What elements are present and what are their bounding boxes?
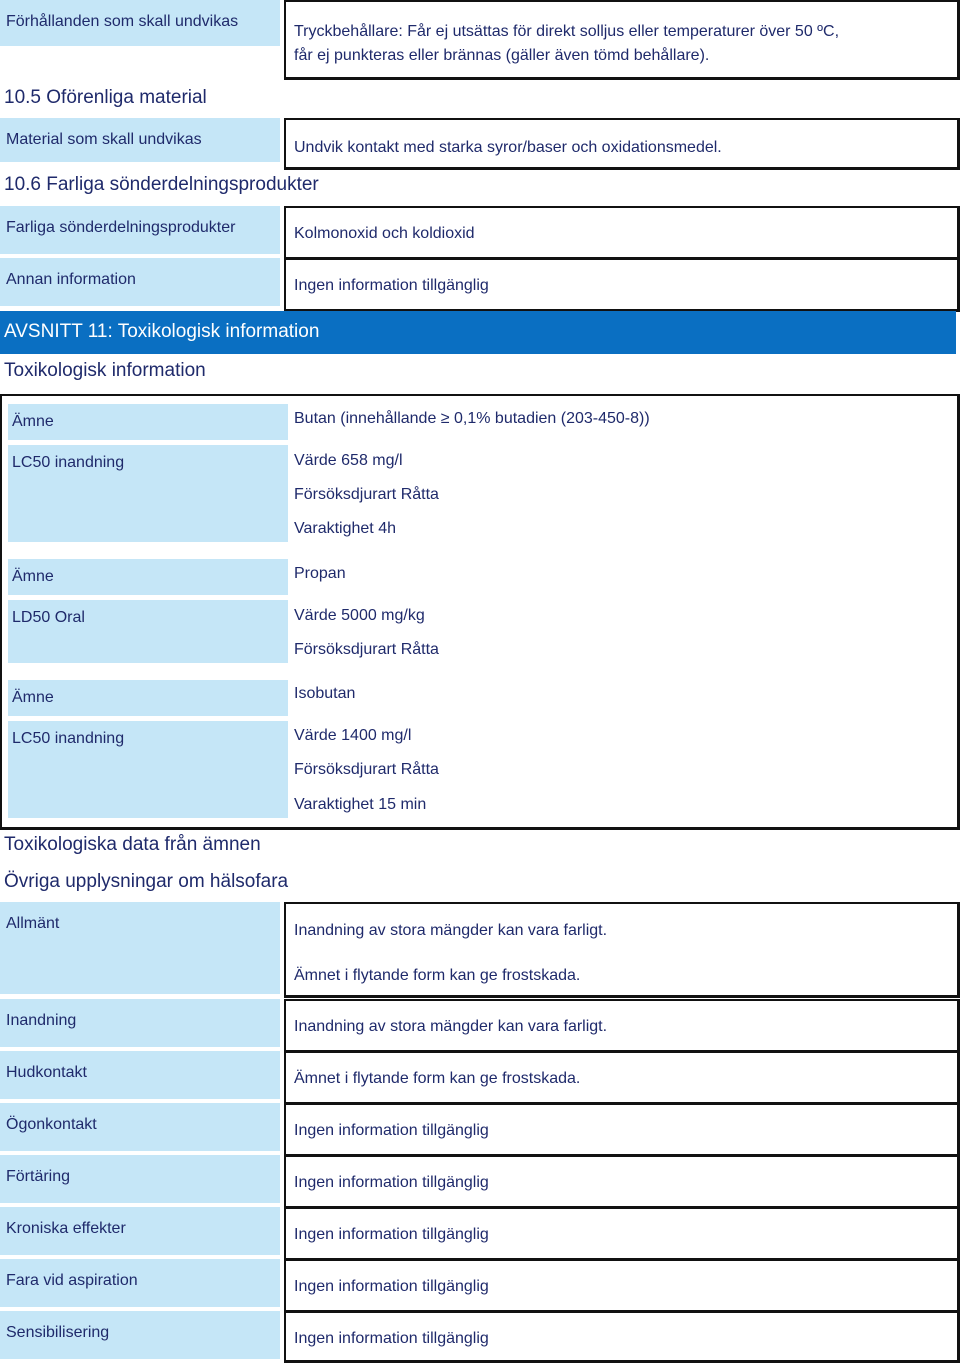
health-row-label-text: Kroniska effekter: [6, 1220, 126, 1237]
health-row-value-box: [284, 1311, 960, 1363]
health-row-value-box: [284, 1155, 960, 1209]
heading-10-6: 10.6 Farliga sönderdelningsprodukter: [4, 174, 319, 195]
section-11-title: [0, 311, 956, 354]
health-row-value-box: [284, 1051, 960, 1105]
health-row-label-text: Förtäring: [6, 1168, 71, 1185]
health-row-label: [0, 1311, 280, 1359]
health-row-value: Ingen information tillgänglig: [294, 1226, 489, 1243]
conditions-value-line-1: Tryckbehållare: Får ej utsättas för direkt solljus eller temperaturer över 50 ºC,: [294, 23, 840, 40]
block3-test-label-text: LC50 inandning: [12, 730, 125, 747]
block1-duration: Varaktighet 4h: [294, 520, 396, 537]
general-line-1: Inandning av stora mängder kan vara farligt.: [294, 922, 608, 939]
general-value-box: [284, 902, 960, 998]
block2-test-label: [8, 600, 288, 663]
tox-data-heading: Toxikologiska data från ämnen: [4, 834, 261, 855]
block1-species: Försöksdjurart Råtta: [294, 486, 439, 503]
conditions-label-text: Förhållanden som skall undvikas: [6, 13, 239, 30]
health-row-value: Ingen information tillgänglig: [294, 1278, 489, 1295]
block2-substance-label: [8, 559, 288, 595]
block3-duration: Varaktighet 15 min: [294, 796, 427, 813]
block3-species: Försöksdjurart Råtta: [294, 761, 439, 778]
health-row-value: Ingen information tillgänglig: [294, 1122, 489, 1139]
block2-species: Försöksdjurart Råtta: [294, 641, 439, 658]
other-info-value: Ingen information tillgänglig: [294, 277, 489, 294]
block3-substance-label-text: Ämne: [12, 689, 54, 706]
other-info-label: [0, 258, 280, 306]
section-11-title-text: AVSNITT 11: Toxikologisk information: [4, 321, 320, 342]
block3-substance-label: [8, 680, 288, 716]
block1-test-label-text: LC50 inandning: [12, 454, 125, 471]
health-row-value-box: [284, 999, 960, 1053]
health-row-label: [0, 1051, 280, 1099]
health-row-label-text: Ögonkontakt: [6, 1116, 97, 1133]
block2-substance-label-text: Ämne: [12, 568, 54, 585]
conditions-value-box: [284, 0, 960, 80]
health-row-label: [0, 999, 280, 1047]
health-row-label: [0, 1155, 280, 1203]
health-row-label: [0, 1259, 280, 1307]
conditions-label: [0, 0, 280, 46]
health-row-value-box: [284, 1103, 960, 1157]
incompatible-label-text: Material som skall undvikas: [6, 131, 202, 148]
block3-test-label: [8, 721, 288, 818]
health-row-value: Ingen information tillgänglig: [294, 1174, 489, 1191]
health-row-value-box: [284, 1259, 960, 1313]
health-row-label: [0, 1103, 280, 1151]
block3-substance-value: Isobutan: [294, 685, 356, 702]
tox-info-heading: Toxikologisk information: [4, 360, 206, 381]
health-row-value: Ingen information tillgänglig: [294, 1330, 489, 1347]
health-row-label-text: Sensibilisering: [6, 1324, 110, 1341]
health-row-label-text: Hudkontakt: [6, 1064, 87, 1081]
block2-value: Värde 5000 mg/kg: [294, 607, 425, 624]
decomposition-value-box: [284, 206, 960, 260]
heading-10-5: 10.5 Oförenliga material: [4, 87, 207, 108]
incompatible-label: [0, 118, 280, 162]
general-line-2: Ämnet i flytande form kan ge frostskada.: [294, 967, 581, 984]
incompatible-value-box: [284, 118, 960, 170]
health-row-value: Inandning av stora mängder kan vara farligt.: [294, 1018, 608, 1035]
other-info-value-box: [284, 258, 960, 312]
block1-value: Värde 658 mg/l: [294, 452, 403, 469]
block1-test-label: [8, 445, 288, 542]
block1-substance-label-text: Ämne: [12, 413, 54, 430]
other-health-heading: Övriga upplysningar om hälsofara: [4, 871, 289, 892]
health-row-value: Ämnet i flytande form kan ge frostskada.: [294, 1070, 581, 1087]
general-label-text: Allmänt: [6, 915, 60, 932]
block3-value: Värde 1400 mg/l: [294, 727, 412, 744]
decomposition-label: [0, 206, 280, 254]
block1-substance-label: [8, 404, 288, 440]
block2-substance-value: Propan: [294, 565, 346, 582]
decomposition-value: Kolmonoxid och koldioxid: [294, 225, 475, 242]
conditions-value-line-2: får ej punkteras eller brännas (gäller även tömd behållare).: [294, 47, 710, 64]
block2-test-label-text: LD50 Oral: [12, 609, 85, 626]
general-label: [0, 902, 280, 994]
health-row-label: [0, 1207, 280, 1255]
health-row-value-box: [284, 1207, 960, 1261]
decomposition-label-text: Farliga sönderdelningsprodukter: [6, 219, 236, 236]
block1-substance-value: Butan (innehållande ≥ 0,1% butadien (203-450-8)): [294, 410, 650, 427]
incompatible-value: Undvik kontakt med starka syror/baser och oxidationsmedel.: [294, 139, 722, 156]
health-row-label-text: Inandning: [6, 1012, 77, 1029]
other-info-label-text: Annan information: [6, 271, 136, 288]
health-row-label-text: Fara vid aspiration: [6, 1272, 138, 1289]
